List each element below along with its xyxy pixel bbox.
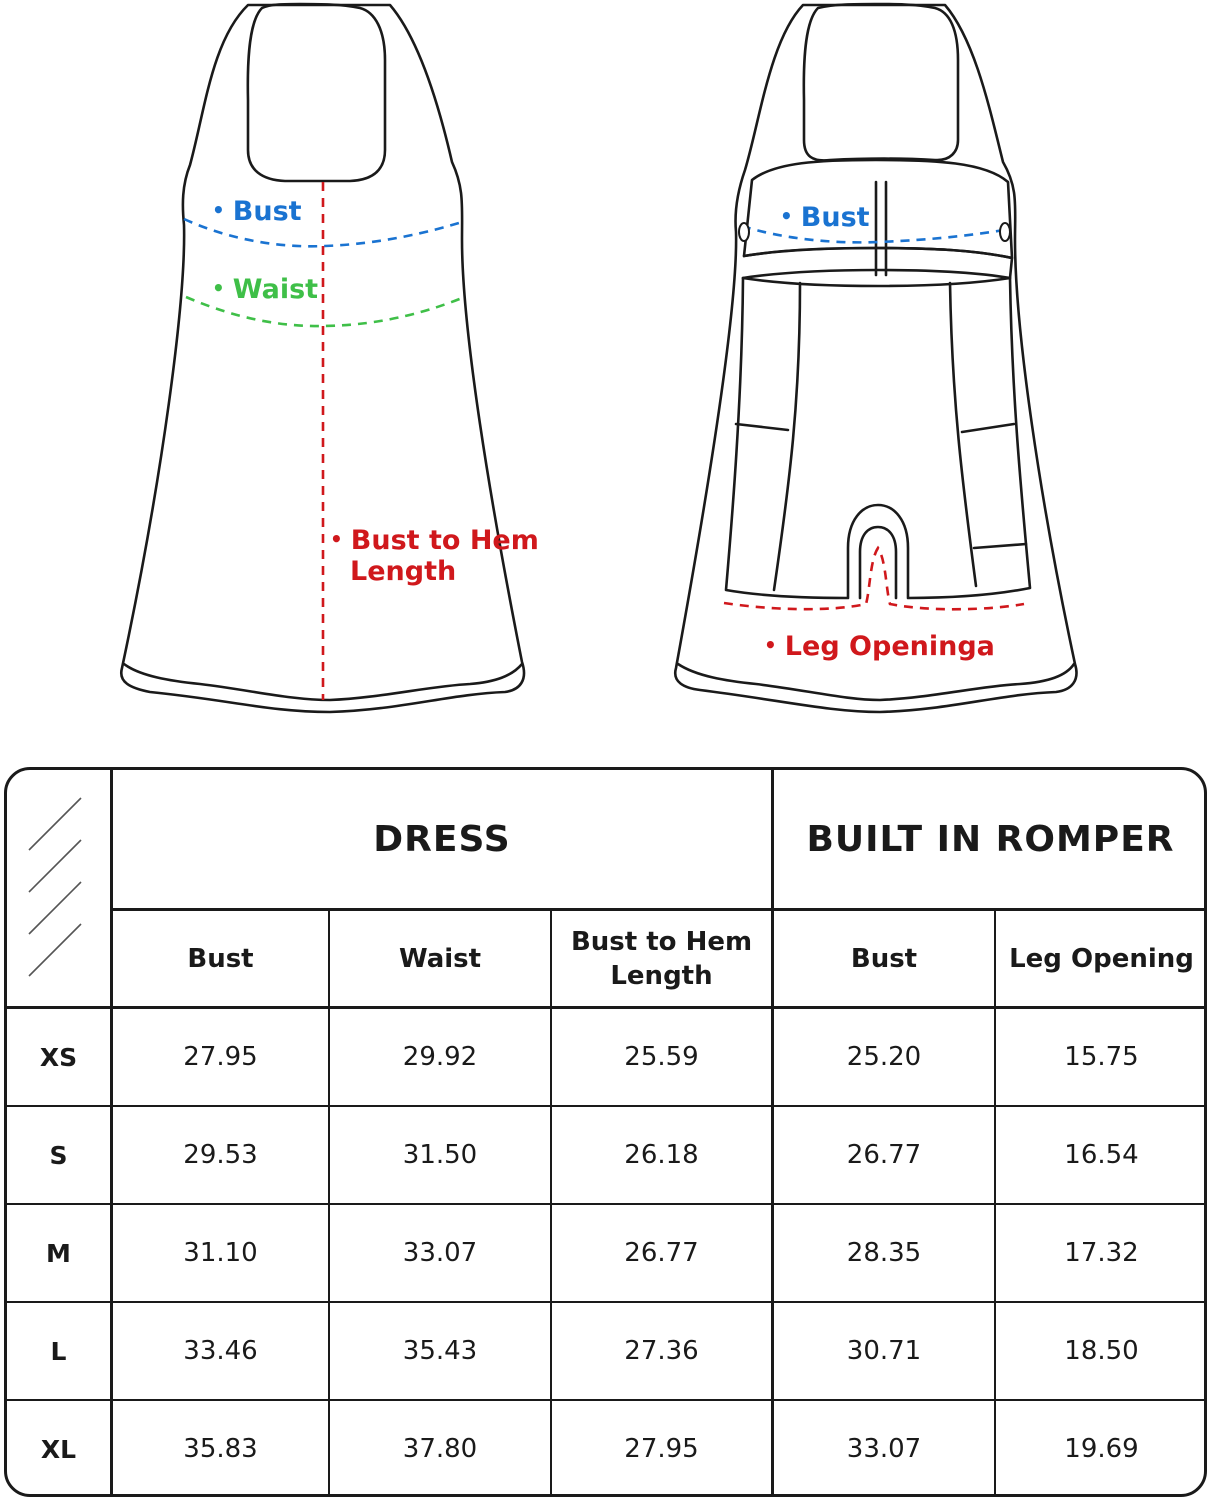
romper-side-snap [739,223,749,241]
column-header-text: Leg Opening [1009,943,1194,974]
table-cell: 17.32 [1064,1238,1139,1268]
table-cell: 33.07 [402,1238,478,1268]
table-cell: 29.92 [402,1042,478,1072]
column-header-leg-opening [996,911,1207,1006]
table-cell: 26.77 [846,1140,922,1170]
romper-leg-label: • Leg Openinga [764,631,995,662]
column-header-romper-bust [774,911,994,1006]
size-label: XL [40,1434,77,1464]
dress-waist-label: • Waist [212,274,319,305]
table-cell: 29.53 [183,1140,258,1170]
column-header-waist [330,911,550,1006]
table-cell: 35.43 [402,1336,478,1366]
romper-bust-label: • Bust [780,202,870,233]
table-cell: 27.95 [624,1434,699,1464]
romper-bust-text: Bust [800,202,870,233]
column-header-bust-to-hem [552,911,771,1006]
table-cell: 27.95 [183,1042,258,1072]
table-cell: 27.36 [624,1336,699,1366]
size-label: M [46,1238,71,1268]
table-cell: 15.75 [1064,1042,1139,1072]
column-header-text: Bust [850,943,918,974]
group-header-romper: BUILT IN ROMPER [806,818,1175,860]
table-cell: 26.18 [624,1140,699,1170]
dress-length-text-1: Bust to Hem [350,525,539,556]
romper-leg-line [724,548,1024,609]
size-label: XS [39,1042,78,1072]
dress-waist-text: Waist [232,274,319,305]
size-label: S [49,1140,68,1170]
corner-hatch-icon [7,770,111,1006]
romper-side-snap [1000,223,1010,241]
table-cell: 37.80 [402,1434,478,1464]
table-cell: 19.69 [1064,1434,1139,1464]
table-cell: 31.50 [402,1140,478,1170]
group-header-dress: DRESS [373,818,511,860]
table-cell: 26.77 [624,1238,699,1268]
table-cell: 28.35 [846,1238,922,1268]
column-header-text-line2: Length [610,960,713,991]
size-chart-table [4,767,1207,1497]
table-cell: 18.50 [1064,1336,1139,1366]
column-header-text: Bust [187,943,254,974]
dress-length-text-2: Length [350,556,457,587]
column-header-text: Waist [398,943,482,974]
garment-drawing [0,0,1211,740]
table-cell: 25.20 [846,1042,922,1072]
table-cell: 33.07 [846,1434,922,1464]
garment-illustrations [0,0,1211,740]
dress-bust-label: • Bust [212,196,302,227]
table-cell: 35.83 [183,1434,258,1464]
table-cell: 33.46 [183,1336,258,1366]
table-cell: 31.10 [183,1238,258,1268]
column-header-text: Bust to Hem [570,926,753,957]
table-cell: 30.71 [846,1336,922,1366]
size-label: L [50,1336,67,1366]
dress-length-label-2 [350,556,456,587]
table-cell: 16.54 [1064,1140,1139,1170]
column-header-dress-bust [113,911,328,1006]
dress-bust-text: Bust [232,196,302,227]
table-cell: 25.59 [624,1042,699,1072]
romper-leg-text: Leg Openinga [784,631,995,662]
dress-length-label: • Bust to Hem [330,525,539,556]
